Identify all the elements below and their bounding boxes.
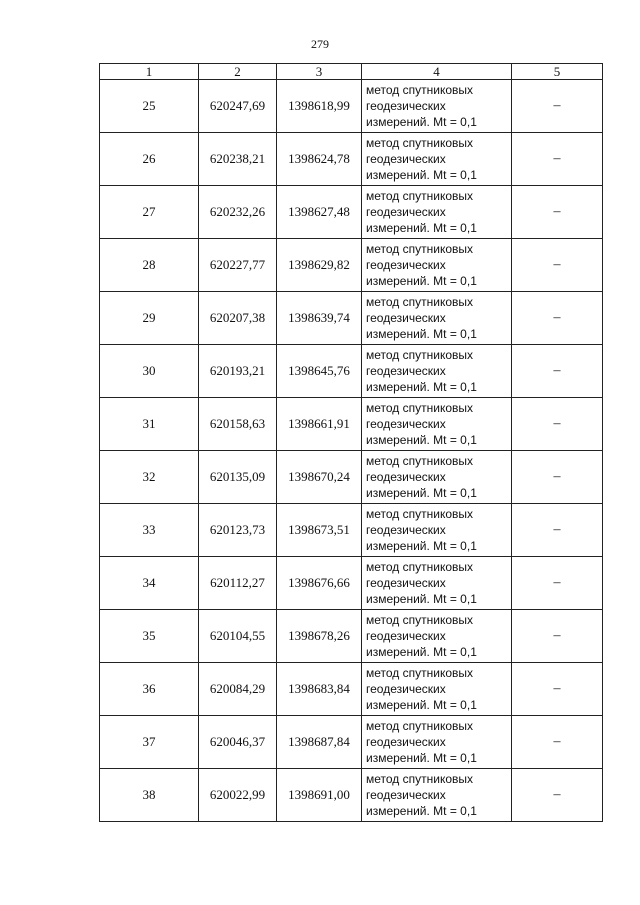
table-row (100, 345, 603, 398)
column-header-1: 1 (100, 64, 199, 80)
note-cell: – (512, 504, 603, 557)
point-number-cell: 30 (100, 345, 199, 398)
note-cell: – (512, 239, 603, 292)
x-coordinate-cell: 620046,37 (199, 716, 277, 769)
coordinates-table (99, 63, 603, 822)
method-cell: метод спутниковых геодезических измерений. Mt = 0,1 (362, 398, 512, 451)
x-coordinate-cell: 620123,73 (199, 504, 277, 557)
x-coordinate-cell: 620207,38 (199, 292, 277, 345)
method-cell: метод спутниковых геодезических измерений. Mt = 0,1 (362, 133, 512, 186)
y-coordinate-cell: 1398627,48 (277, 186, 362, 239)
y-coordinate-cell: 1398639,74 (277, 292, 362, 345)
y-coordinate-cell: 1398629,82 (277, 239, 362, 292)
method-cell: метод спутниковых геодезических измерений. Mt = 0,1 (362, 80, 512, 133)
x-coordinate-cell: 620022,99 (199, 769, 277, 822)
point-number-cell: 36 (100, 663, 199, 716)
y-coordinate-cell: 1398673,51 (277, 504, 362, 557)
x-coordinate-cell: 620084,29 (199, 663, 277, 716)
point-number-cell: 29 (100, 292, 199, 345)
y-coordinate-cell: 1398691,00 (277, 769, 362, 822)
table-row (100, 186, 603, 239)
y-coordinate-cell: 1398624,78 (277, 133, 362, 186)
table-row (100, 398, 603, 451)
table-row (100, 80, 603, 133)
point-number-cell: 32 (100, 451, 199, 504)
y-coordinate-cell: 1398645,76 (277, 345, 362, 398)
x-coordinate-cell: 620232,26 (199, 186, 277, 239)
point-number-cell: 33 (100, 504, 199, 557)
table-row (100, 239, 603, 292)
x-coordinate-cell: 620135,09 (199, 451, 277, 504)
note-cell: – (512, 451, 603, 504)
x-coordinate-cell: 620158,63 (199, 398, 277, 451)
y-coordinate-cell: 1398687,84 (277, 716, 362, 769)
method-cell: метод спутниковых геодезических измерений. Mt = 0,1 (362, 345, 512, 398)
table-header-row (100, 64, 603, 80)
point-number-cell: 35 (100, 610, 199, 663)
column-header-2: 2 (199, 64, 277, 80)
note-cell: – (512, 345, 603, 398)
method-cell: метод спутниковых геодезических измерений. Mt = 0,1 (362, 769, 512, 822)
column-header-5: 5 (512, 64, 603, 80)
point-number-cell: 27 (100, 186, 199, 239)
x-coordinate-cell: 620238,21 (199, 133, 277, 186)
point-number-cell: 31 (100, 398, 199, 451)
point-number-cell: 34 (100, 557, 199, 610)
method-cell: метод спутниковых геодезических измерений. Mt = 0,1 (362, 610, 512, 663)
x-coordinate-cell: 620227,77 (199, 239, 277, 292)
table-row (100, 663, 603, 716)
x-coordinate-cell: 620112,27 (199, 557, 277, 610)
point-number-cell: 28 (100, 239, 199, 292)
method-cell: метод спутниковых геодезических измерений. Mt = 0,1 (362, 504, 512, 557)
table-body (100, 80, 603, 822)
table-row (100, 292, 603, 345)
method-cell: метод спутниковых геодезических измерений. Mt = 0,1 (362, 716, 512, 769)
point-number-cell: 26 (100, 133, 199, 186)
y-coordinate-cell: 1398661,91 (277, 398, 362, 451)
method-cell: метод спутниковых геодезических измерений. Mt = 0,1 (362, 557, 512, 610)
note-cell: – (512, 186, 603, 239)
table-row (100, 504, 603, 557)
point-number-cell: 37 (100, 716, 199, 769)
method-cell: метод спутниковых геодезических измерений. Mt = 0,1 (362, 292, 512, 345)
page-number: 279 (311, 37, 329, 51)
table-row (100, 769, 603, 822)
point-number-cell: 38 (100, 769, 199, 822)
note-cell: – (512, 663, 603, 716)
note-cell: – (512, 769, 603, 822)
note-cell: – (512, 610, 603, 663)
column-header-3: 3 (277, 64, 362, 80)
table-row (100, 133, 603, 186)
method-cell: метод спутниковых геодезических измерений. Mt = 0,1 (362, 186, 512, 239)
y-coordinate-cell: 1398676,66 (277, 557, 362, 610)
note-cell: – (512, 716, 603, 769)
note-cell: – (512, 557, 603, 610)
method-cell: метод спутниковых геодезических измерений. Mt = 0,1 (362, 663, 512, 716)
note-cell: – (512, 133, 603, 186)
x-coordinate-cell: 620193,21 (199, 345, 277, 398)
x-coordinate-cell: 620247,69 (199, 80, 277, 133)
note-cell: – (512, 292, 603, 345)
table-row (100, 716, 603, 769)
table-row (100, 557, 603, 610)
method-cell: метод спутниковых геодезических измерений. Mt = 0,1 (362, 239, 512, 292)
y-coordinate-cell: 1398683,84 (277, 663, 362, 716)
method-cell: метод спутниковых геодезических измерений. Mt = 0,1 (362, 451, 512, 504)
column-header-4: 4 (362, 64, 512, 80)
y-coordinate-cell: 1398618,99 (277, 80, 362, 133)
note-cell: – (512, 398, 603, 451)
y-coordinate-cell: 1398670,24 (277, 451, 362, 504)
table-row (100, 451, 603, 504)
table-row (100, 610, 603, 663)
point-number-cell: 25 (100, 80, 199, 133)
y-coordinate-cell: 1398678,26 (277, 610, 362, 663)
note-cell: – (512, 80, 603, 133)
x-coordinate-cell: 620104,55 (199, 610, 277, 663)
